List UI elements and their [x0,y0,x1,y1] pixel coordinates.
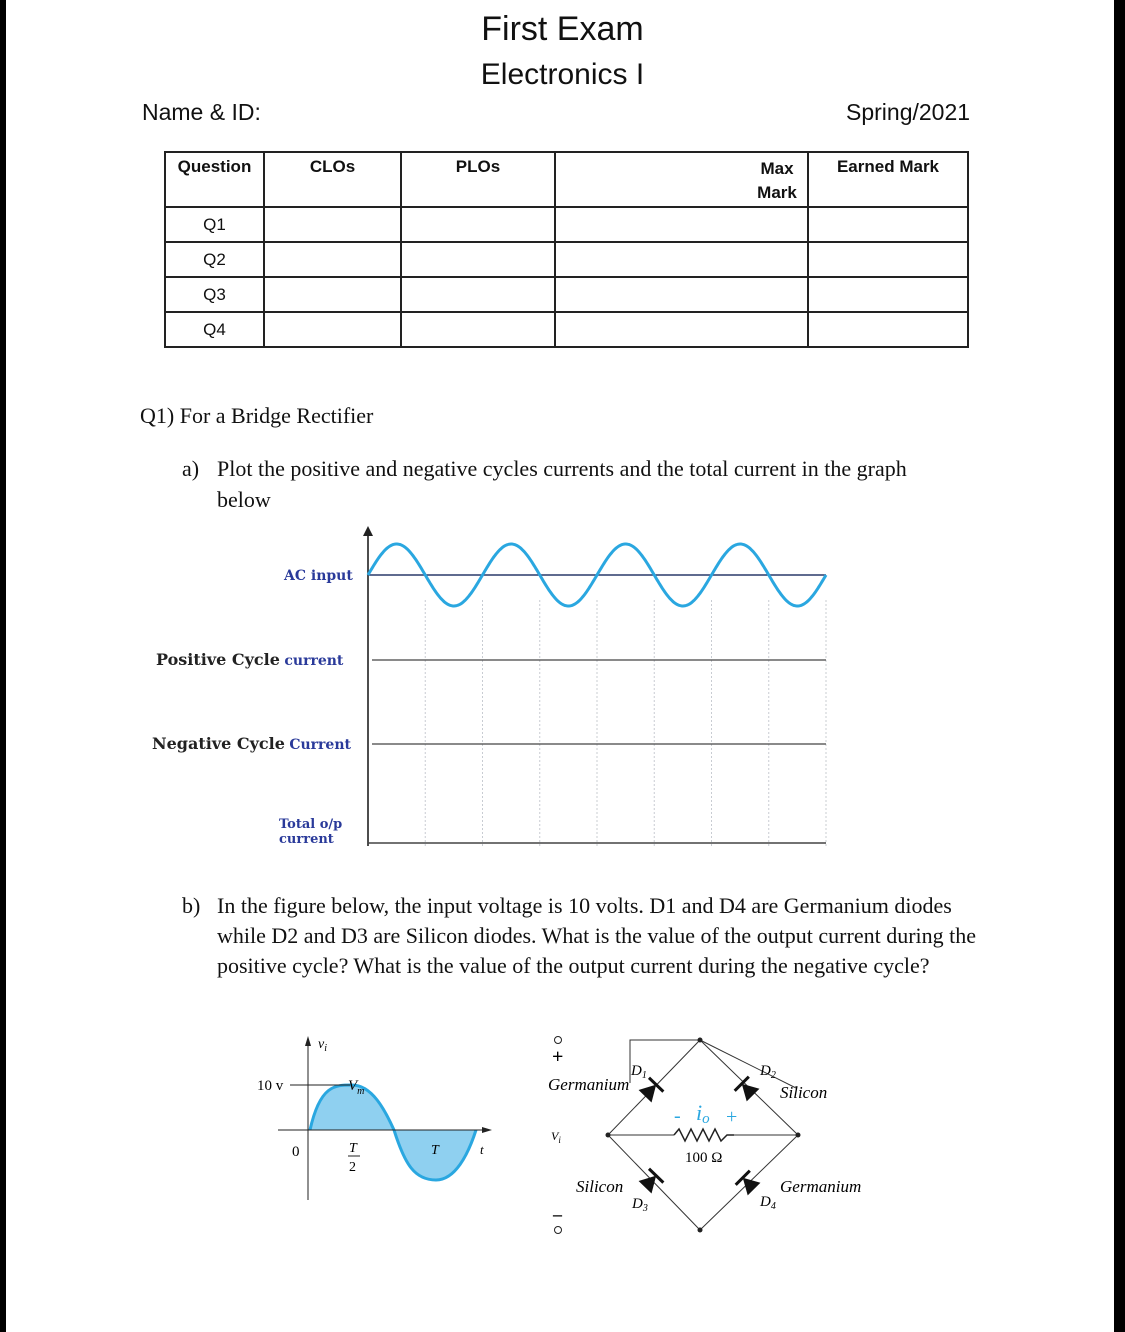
exam-subtitle: Electronics I [480,58,645,91]
input-terminal-bottom [555,1227,562,1234]
q1-part-b [182,891,992,981]
row-question: Q1 [165,207,264,242]
node-right [796,1133,801,1138]
wire-d2-side [700,1040,796,1088]
q1-title: Q1) For a Bridge Rectifier [140,403,374,428]
part-a-marker: a) [182,456,200,481]
input-terminal-top [555,1037,562,1044]
col-clos: CLOs [264,152,401,207]
ac-input-label: AC input [284,568,353,584]
vm-label: $V_m$ [348,1078,365,1097]
d4-label: $D_4$ [760,1194,776,1212]
io-minus: - [674,1105,681,1127]
d3-label: $D_3$ [632,1196,648,1214]
node-top [698,1038,703,1043]
bridge-circuit [540,1030,880,1240]
row-question: Q4 [165,312,264,347]
node-bottom [698,1228,703,1233]
part-b-marker: b) [182,893,201,918]
vi-circuit-label: $V_i$ [551,1129,561,1145]
col-plos: PLOs [401,152,555,207]
resistor-label: 100 Ω [685,1150,723,1166]
positive-cycle-label: Positive Cycle current [156,650,344,669]
row-question: Q2 [165,242,264,277]
d2-label: $D_2$ [760,1063,776,1081]
exam-title: First Exam [481,10,644,48]
minus-sign: – [553,1204,562,1224]
total-current-label: Total o/p current [279,817,343,847]
period-label: T [431,1143,439,1158]
plus-sign: + [552,1046,564,1068]
half-period-den: 2 [349,1160,356,1175]
d1-label: $D_1$ [631,1063,647,1081]
col-question: Question [165,152,264,207]
col-max-mark: Max Mark [555,152,808,207]
resistor-icon [674,1129,734,1141]
d2-type: Silicon [780,1083,828,1102]
y-axis-arrow-icon [363,526,373,536]
node-left [606,1133,611,1138]
row-question: Q3 [165,277,264,312]
d1-type: Germanium [548,1075,630,1094]
term-label: Spring/2021 [846,99,971,125]
col-earned-mark: Earned Mark [808,152,968,207]
half-period-num: T [349,1141,357,1156]
amplitude-label: 10 v [257,1078,284,1094]
zero-label: 0 [292,1144,300,1160]
vi-axis-arrow-icon [305,1036,311,1046]
part-a-text: Plot the positive and negative cycles currents and the total current in the graph below [217,456,907,512]
name-id-label: Name & ID: [142,99,261,125]
time-label: t [480,1142,484,1157]
graph-grid [425,600,826,846]
input-waveform-figure [250,1030,510,1210]
io-plus: + [726,1106,738,1128]
part-b-text: In the figure below, the input voltage is 10 volts. D1 and D4 are Germanium diodes while D2 and D3 are Silicon diodes. What is the value of the output current during the positive cycle? What is the value of the output current during the negative cycle? [217,893,977,978]
vi-label: $v_i$ [318,1037,327,1054]
d3-type: Silicon [576,1177,624,1196]
diode-d3-icon [638,1169,664,1194]
negative-cycle-label: Negative Cycle Current [152,734,351,753]
time-axis-arrow-icon [482,1127,492,1133]
diode-d2-icon [735,1077,760,1102]
io-label: io [696,1100,710,1127]
d4-type: Germanium [780,1177,862,1196]
